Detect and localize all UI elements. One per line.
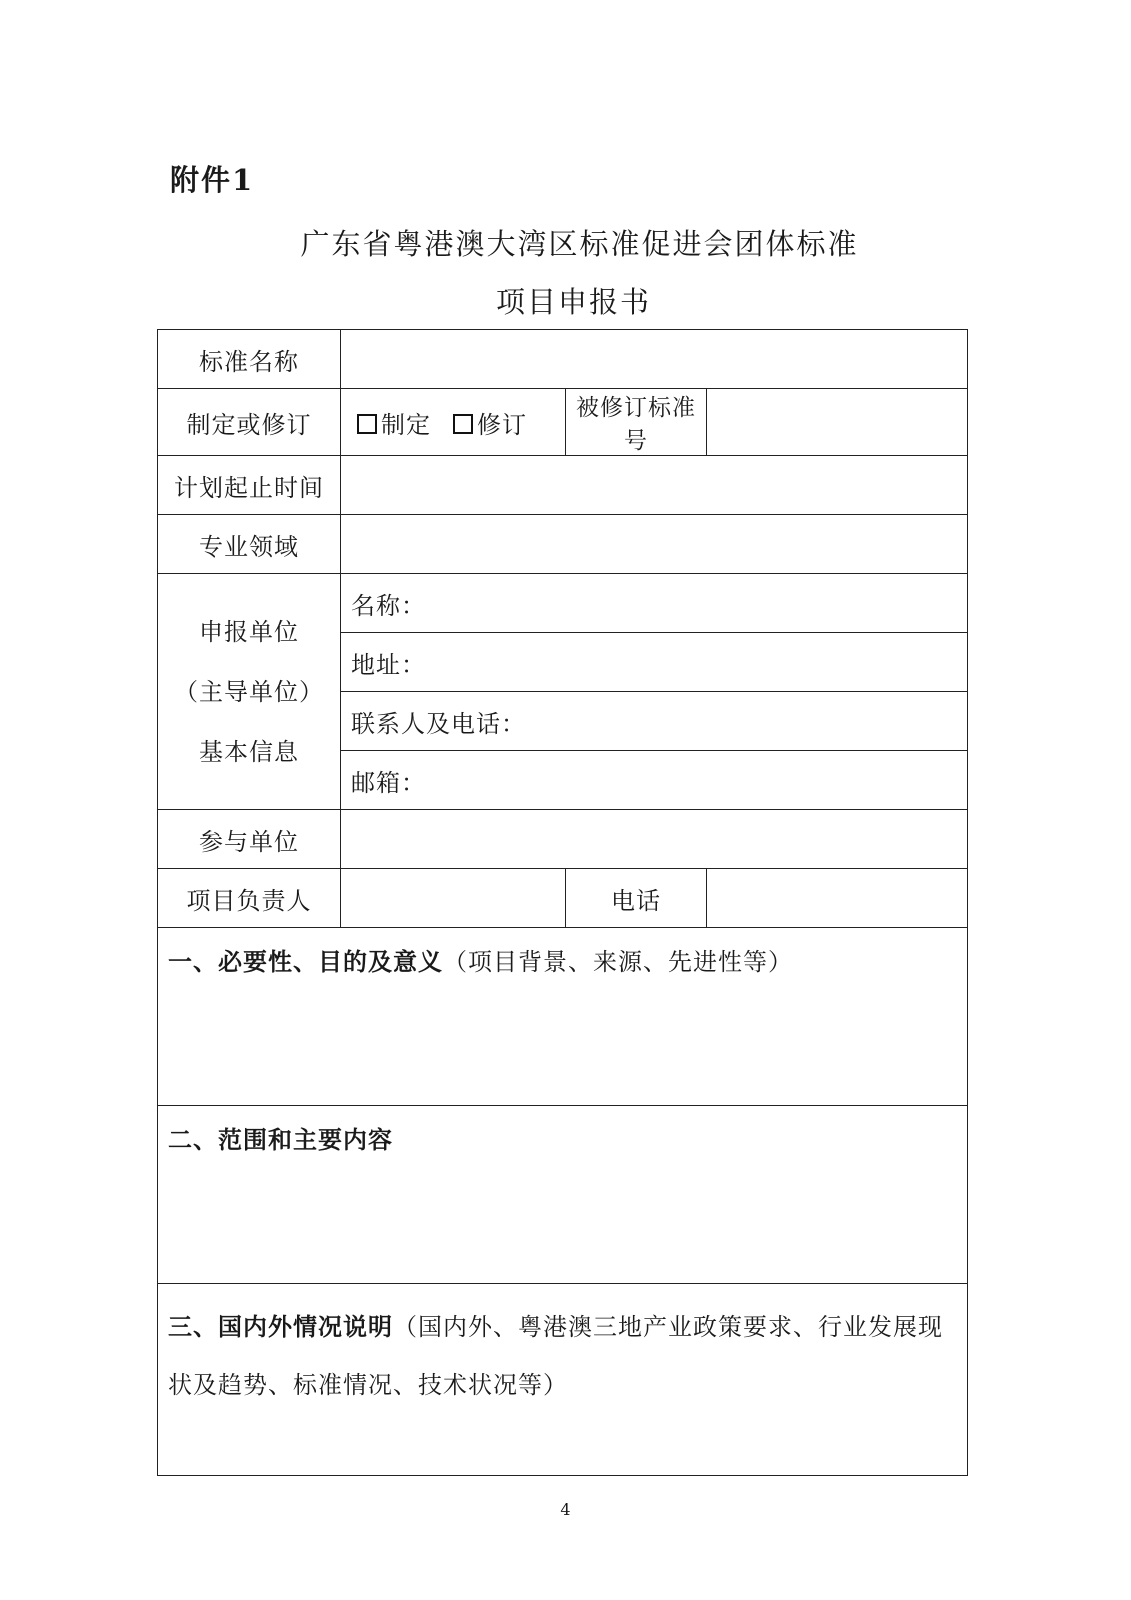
establish-option-label: 制定 xyxy=(381,410,431,439)
section-3-cell[interactable] xyxy=(158,1284,968,1476)
establish-option[interactable] xyxy=(357,411,431,439)
revision-type-label: 制定或修订 xyxy=(158,389,341,456)
revise-checkbox-icon[interactable] xyxy=(453,414,473,434)
application-form-table xyxy=(157,329,968,1476)
standard-name-label: 标准名称 xyxy=(158,330,341,389)
row-field xyxy=(158,515,968,574)
participants-field[interactable] xyxy=(341,810,968,869)
row-section-1 xyxy=(158,928,968,1106)
revised-standard-number-label: 被修订标准号 xyxy=(566,389,707,456)
revised-standard-number-field[interactable] xyxy=(707,389,968,456)
row-revision-type xyxy=(158,389,968,456)
row-section-3 xyxy=(158,1284,968,1476)
document-subtitle: 项目申报书 xyxy=(495,285,651,319)
applicant-label-line3: 基本信息 xyxy=(199,737,299,766)
section-3-title: 三、国内外情况说明 xyxy=(168,1312,393,1341)
plan-period-field[interactable] xyxy=(341,456,968,515)
row-applicant-name xyxy=(158,574,968,633)
plan-period-label: 计划起止时间 xyxy=(158,456,341,515)
applicant-address-field[interactable]: 地址： xyxy=(341,633,968,692)
row-standard-name xyxy=(158,330,968,389)
revise-option-label: 修订 xyxy=(477,410,527,439)
section-1-note: （项目背景、来源、先进性等） xyxy=(443,948,793,976)
standard-name-field[interactable] xyxy=(341,330,968,389)
page-number: 4 xyxy=(560,1500,571,1519)
phone-field[interactable] xyxy=(707,869,968,928)
project-lead-label: 项目负责人 xyxy=(158,869,341,928)
section-2-title: 二、范围和主要内容 xyxy=(168,1125,393,1154)
applicant-contact-field[interactable]: 联系人及电话： xyxy=(341,692,968,751)
row-plan-period xyxy=(158,456,968,515)
applicant-info-label xyxy=(158,574,341,810)
participants-label: 参与单位 xyxy=(158,810,341,869)
phone-label: 电话 xyxy=(566,869,707,928)
professional-field-field[interactable] xyxy=(341,515,968,574)
revise-option[interactable] xyxy=(453,411,527,439)
professional-field-label: 专业领域 xyxy=(158,515,341,574)
establish-checkbox-icon[interactable] xyxy=(357,414,377,434)
section-2-cell[interactable] xyxy=(158,1106,968,1284)
section-1-cell[interactable] xyxy=(158,928,968,1106)
attachment-label: 附件1 xyxy=(170,163,255,197)
row-participants xyxy=(158,810,968,869)
applicant-email-field[interactable]: 邮箱： xyxy=(341,751,968,810)
row-section-2 xyxy=(158,1106,968,1284)
section-1-title: 一、必要性、目的及意义 xyxy=(168,947,443,976)
applicant-name-field[interactable]: 名称： xyxy=(341,574,968,633)
project-lead-field[interactable] xyxy=(341,869,566,928)
section-3-note: （国内外、粤港澳三地产业政策要求、行业发展现状及趋势、标准情况、技术状况等） xyxy=(168,1313,943,1399)
revision-type-options xyxy=(341,389,566,456)
document-title: 广东省粤港澳大湾区标准促进会团体标准 xyxy=(300,227,859,261)
applicant-label-line2: （主导单位） xyxy=(174,677,324,706)
row-project-lead xyxy=(158,869,968,928)
applicant-label-line1: 申报单位 xyxy=(199,617,299,646)
